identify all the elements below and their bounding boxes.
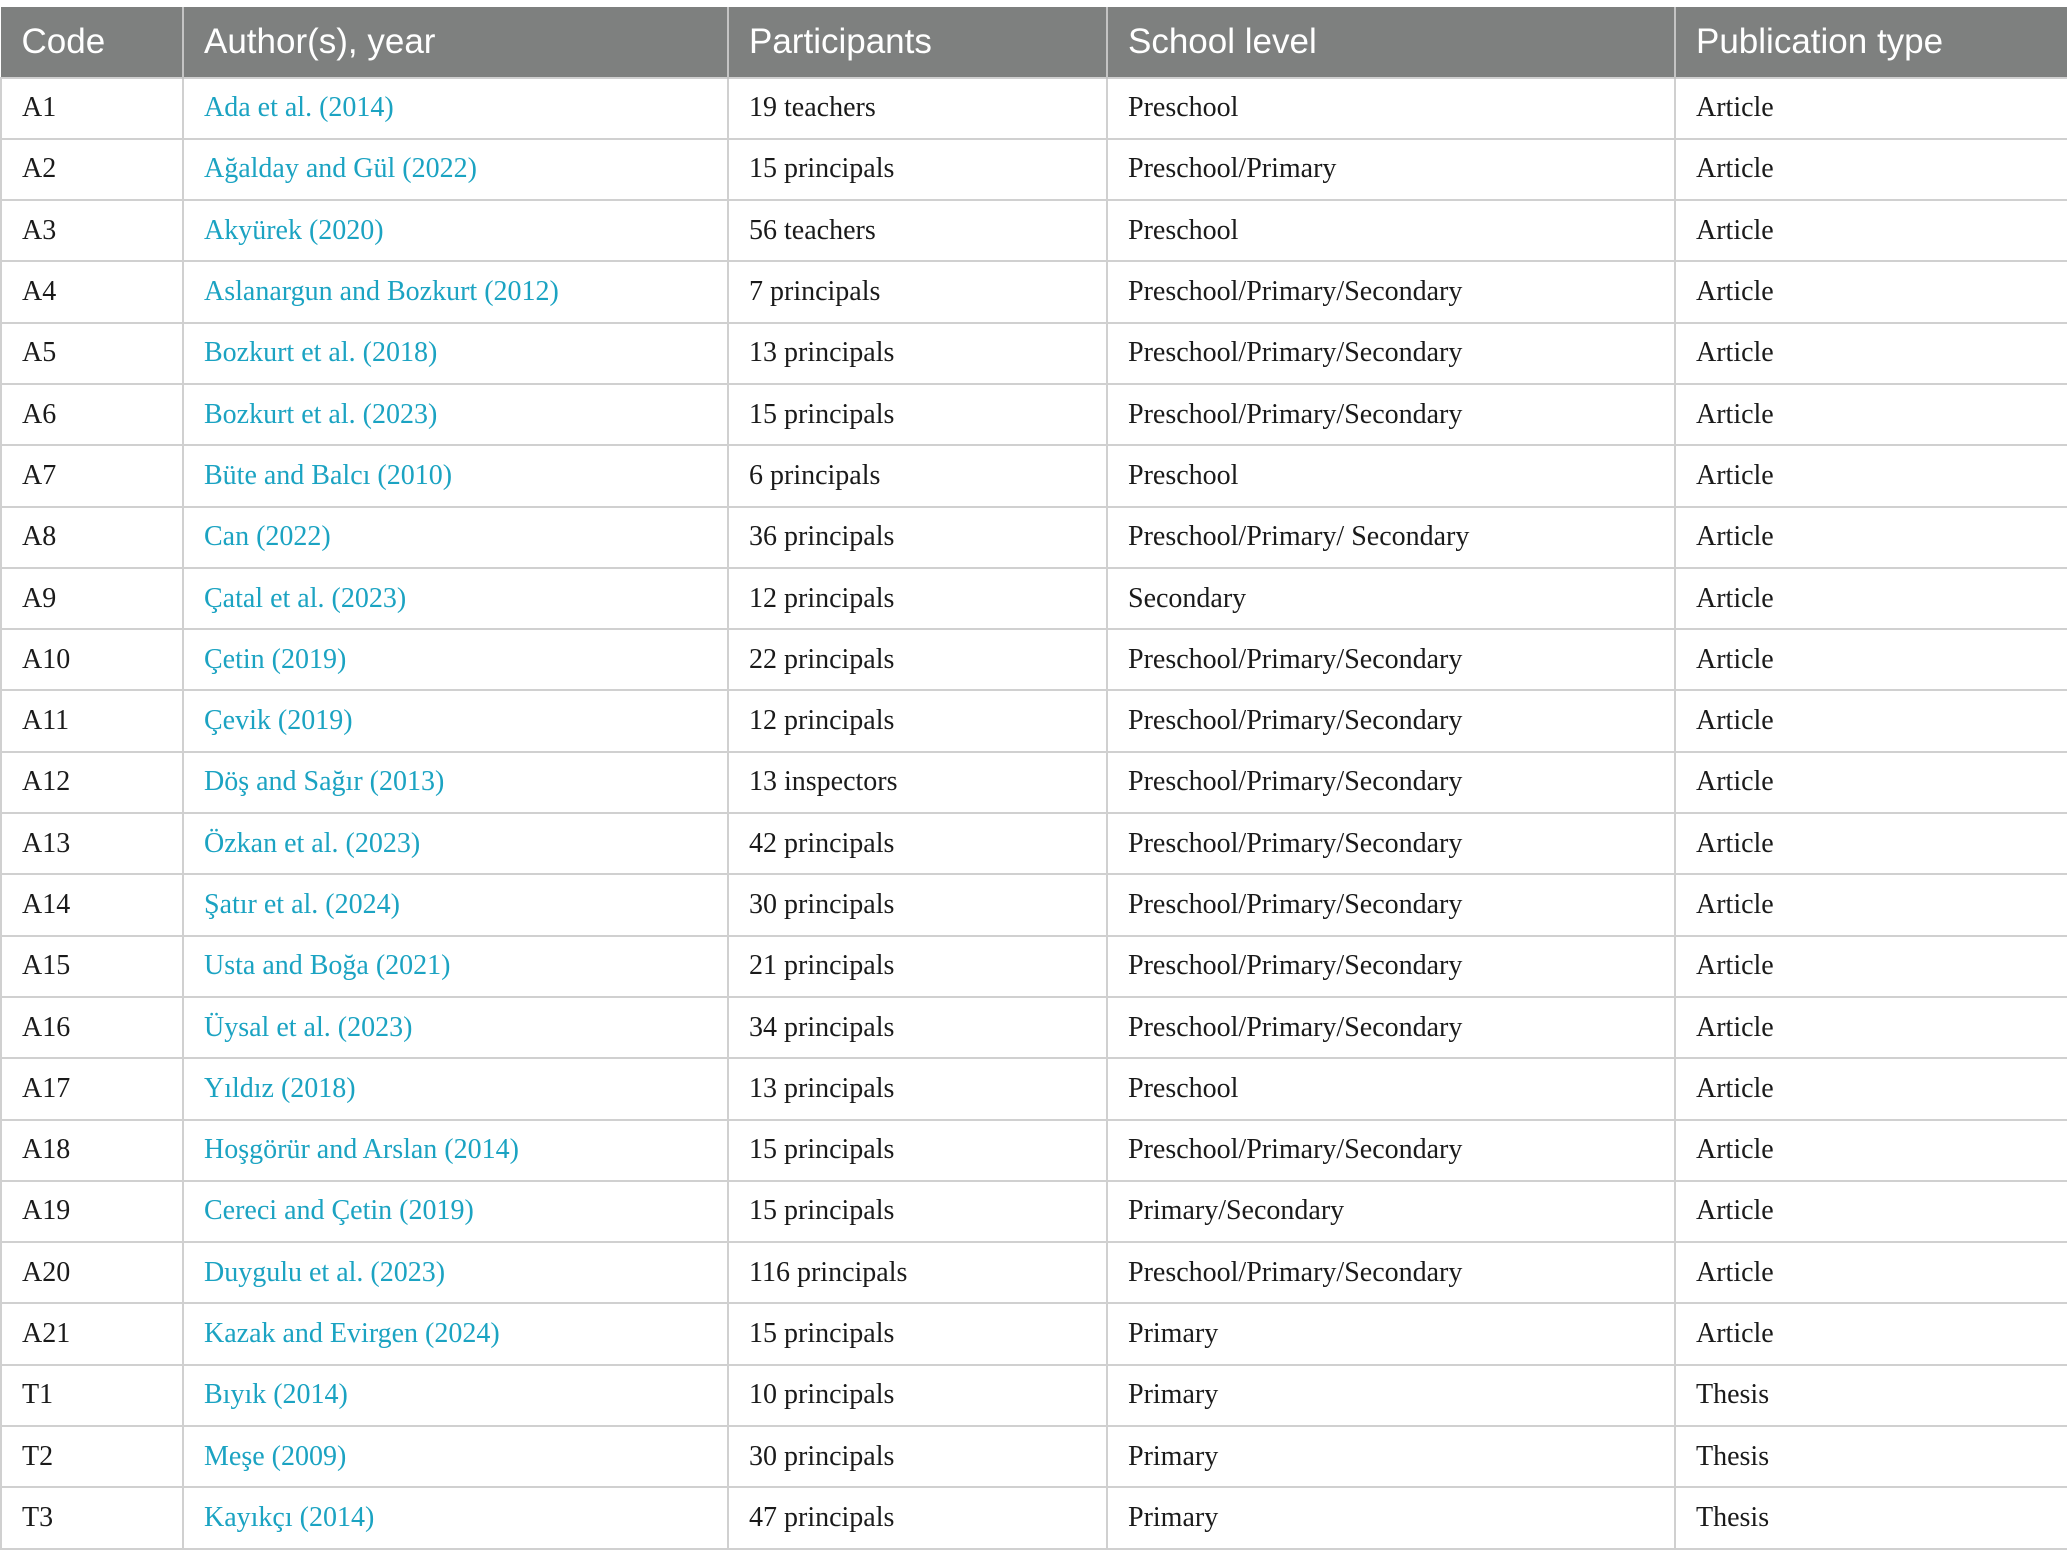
author-citation-link[interactable]: Kayıkçı (2014) bbox=[204, 1501, 375, 1533]
cell-code: A4 bbox=[1, 261, 183, 322]
table-row bbox=[1, 445, 2067, 506]
cell-publication-type: Article bbox=[1675, 261, 2067, 322]
cell-code: A7 bbox=[1, 445, 183, 506]
cell-school-level: Preschool bbox=[1107, 78, 1675, 139]
author-citation-link[interactable]: Çetin (2019) bbox=[204, 643, 347, 675]
cell-participants: 7 principals bbox=[728, 261, 1107, 322]
cell-author bbox=[183, 1426, 728, 1487]
author-citation-link[interactable]: Çatal et al. (2023) bbox=[204, 582, 407, 614]
cell-code: A21 bbox=[1, 1303, 183, 1364]
cell-participants: 13 principals bbox=[728, 1058, 1107, 1119]
author-citation-link[interactable]: Akyürek (2020) bbox=[204, 214, 384, 246]
cell-publication-type: Article bbox=[1675, 445, 2067, 506]
author-citation-link[interactable]: Üysal et al. (2023) bbox=[204, 1011, 413, 1043]
cell-code: A15 bbox=[1, 936, 183, 997]
cell-participants: 12 principals bbox=[728, 690, 1107, 751]
table-row bbox=[1, 78, 2067, 139]
cell-code: A17 bbox=[1, 1058, 183, 1119]
cell-author bbox=[183, 813, 728, 874]
cell-participants: 22 principals bbox=[728, 629, 1107, 690]
cell-publication-type: Article bbox=[1675, 1303, 2067, 1364]
cell-participants: 15 principals bbox=[728, 139, 1107, 200]
cell-code: A1 bbox=[1, 78, 183, 139]
table-row bbox=[1, 1365, 2067, 1426]
author-citation-link[interactable]: Şatır et al. (2024) bbox=[204, 889, 400, 920]
author-citation-link[interactable]: Usta and Boğa (2021) bbox=[204, 950, 451, 982]
cell-publication-type: Article bbox=[1675, 813, 2067, 874]
cell-author bbox=[183, 323, 728, 384]
cell-participants: 30 principals bbox=[728, 1426, 1107, 1487]
cell-publication-type: Article bbox=[1675, 200, 2067, 261]
table-row bbox=[1, 690, 2067, 751]
cell-author bbox=[183, 200, 728, 261]
cell-publication-type: Thesis bbox=[1675, 1426, 2067, 1487]
cell-author bbox=[183, 936, 728, 997]
cell-author bbox=[183, 507, 728, 568]
table-row bbox=[1, 1426, 2067, 1487]
table-row bbox=[1, 936, 2067, 997]
author-citation-link[interactable]: Bıyık (2014) bbox=[204, 1379, 348, 1411]
table-row bbox=[1, 997, 2067, 1058]
cell-participants: 12 principals bbox=[728, 568, 1107, 629]
cell-school-level: Preschool/Primary/Secondary bbox=[1107, 752, 1675, 813]
header-school-level: School level bbox=[1107, 8, 1675, 78]
cell-code: A11 bbox=[1, 690, 183, 751]
cell-author bbox=[183, 568, 728, 629]
header-participants: Participants bbox=[728, 8, 1107, 78]
cell-school-level: Preschool/Primary/Secondary bbox=[1107, 384, 1675, 445]
cell-publication-type: Article bbox=[1675, 78, 2067, 139]
cell-participants: 34 principals bbox=[728, 997, 1107, 1058]
cell-publication-type: Thesis bbox=[1675, 1487, 2067, 1548]
cell-participants: 19 teachers bbox=[728, 78, 1107, 139]
cell-school-level: Preschool/Primary/Secondary bbox=[1107, 1120, 1675, 1181]
cell-publication-type: Article bbox=[1675, 1242, 2067, 1303]
cell-code: A10 bbox=[1, 629, 183, 690]
cell-participants: 21 principals bbox=[728, 936, 1107, 997]
table-row bbox=[1, 1058, 2067, 1119]
cell-school-level: Preschool/Primary/Secondary bbox=[1107, 936, 1675, 997]
cell-code: T1 bbox=[1, 1365, 183, 1426]
cell-school-level: Preschool/Primary/ Secondary bbox=[1107, 507, 1675, 568]
studies-table bbox=[0, 7, 2067, 1550]
cell-participants: 42 principals bbox=[728, 813, 1107, 874]
cell-publication-type: Article bbox=[1675, 997, 2067, 1058]
author-citation-link[interactable]: Büte and Balcı (2010) bbox=[204, 459, 453, 491]
table-row bbox=[1, 507, 2067, 568]
cell-code: T3 bbox=[1, 1487, 183, 1548]
author-citation-link[interactable]: Aslanargun and Bozkurt (2012) bbox=[204, 276, 559, 308]
author-citation-link[interactable]: Bozkurt et al. (2023) bbox=[204, 398, 438, 430]
cell-code: A9 bbox=[1, 568, 183, 629]
cell-publication-type: Article bbox=[1675, 1058, 2067, 1119]
table-header-row bbox=[1, 8, 2067, 78]
cell-author bbox=[183, 384, 728, 445]
author-citation-link[interactable]: Özkan et al. (2023) bbox=[204, 827, 421, 859]
author-citation-link[interactable]: Yıldız (2018) bbox=[204, 1072, 356, 1104]
cell-publication-type: Article bbox=[1675, 139, 2067, 200]
author-citation-link[interactable]: Duygulu et al. (2023) bbox=[204, 1256, 446, 1288]
cell-participants: 56 teachers bbox=[728, 200, 1107, 261]
cell-school-level: Preschool bbox=[1107, 445, 1675, 506]
cell-author bbox=[183, 139, 728, 200]
author-citation-link[interactable]: Cereci and Çetin (2019) bbox=[204, 1195, 474, 1227]
cell-publication-type: Article bbox=[1675, 323, 2067, 384]
cell-code: A19 bbox=[1, 1181, 183, 1242]
header-publication-type: Publication type bbox=[1675, 8, 2067, 78]
author-citation-link[interactable]: Ağalday and Gül (2022) bbox=[204, 153, 477, 185]
cell-school-level: Preschool/Primary/Secondary bbox=[1107, 874, 1675, 935]
cell-participants: 36 principals bbox=[728, 507, 1107, 568]
cell-participants: 6 principals bbox=[728, 445, 1107, 506]
cell-publication-type: Article bbox=[1675, 936, 2067, 997]
cell-school-level: Primary/Secondary bbox=[1107, 1181, 1675, 1242]
cell-publication-type: Thesis bbox=[1675, 1365, 2067, 1426]
author-citation-link[interactable]: Meşe (2009) bbox=[204, 1440, 347, 1472]
table-row bbox=[1, 261, 2067, 322]
cell-participants: 10 principals bbox=[728, 1365, 1107, 1426]
author-citation-link[interactable]: Hoşgörür and Arslan (2014) bbox=[204, 1134, 519, 1166]
cell-participants: 15 principals bbox=[728, 1181, 1107, 1242]
table-row bbox=[1, 384, 2067, 445]
cell-code: A13 bbox=[1, 813, 183, 874]
cell-publication-type: Article bbox=[1675, 568, 2067, 629]
cell-author bbox=[183, 629, 728, 690]
cell-publication-type: Article bbox=[1675, 1120, 2067, 1181]
cell-code: A14 bbox=[1, 874, 183, 935]
cell-participants: 15 principals bbox=[728, 1303, 1107, 1364]
header-code: Code bbox=[1, 8, 183, 78]
author-citation-link[interactable]: Bozkurt et al. (2018) bbox=[204, 337, 438, 369]
cell-publication-type: Article bbox=[1675, 629, 2067, 690]
cell-participants: 13 principals bbox=[728, 323, 1107, 384]
cell-code: A6 bbox=[1, 384, 183, 445]
cell-participants: 13 inspectors bbox=[728, 752, 1107, 813]
cell-author bbox=[183, 1487, 728, 1548]
cell-participants: 47 principals bbox=[728, 1487, 1107, 1548]
header-author: Author(s), year bbox=[183, 8, 728, 78]
cell-participants: 30 principals bbox=[728, 874, 1107, 935]
cell-school-level: Preschool bbox=[1107, 200, 1675, 261]
studies-table-container bbox=[0, 7, 2067, 1550]
cell-code: T2 bbox=[1, 1426, 183, 1487]
cell-code: A16 bbox=[1, 997, 183, 1058]
cell-school-level: Primary bbox=[1107, 1487, 1675, 1548]
cell-participants: 15 principals bbox=[728, 1120, 1107, 1181]
cell-publication-type: Article bbox=[1675, 507, 2067, 568]
table-row bbox=[1, 874, 2067, 935]
author-citation-link[interactable]: Can (2022) bbox=[204, 521, 331, 553]
table-row bbox=[1, 1303, 2067, 1364]
table-row bbox=[1, 629, 2067, 690]
cell-school-level: Primary bbox=[1107, 1426, 1675, 1487]
cell-author bbox=[183, 78, 728, 139]
cell-participants: 15 principals bbox=[728, 384, 1107, 445]
table-body bbox=[1, 78, 2067, 1549]
cell-school-level: Preschool/Primary/Secondary bbox=[1107, 261, 1675, 322]
cell-school-level: Primary bbox=[1107, 1365, 1675, 1426]
cell-publication-type: Article bbox=[1675, 874, 2067, 935]
cell-school-level: Preschool/Primary/Secondary bbox=[1107, 323, 1675, 384]
cell-author bbox=[183, 1058, 728, 1119]
cell-code: A8 bbox=[1, 507, 183, 568]
author-citation-link[interactable]: Döş and Sağır (2013) bbox=[204, 766, 445, 798]
table-row bbox=[1, 323, 2067, 384]
cell-author bbox=[183, 261, 728, 322]
cell-code: A18 bbox=[1, 1120, 183, 1181]
cell-author bbox=[183, 997, 728, 1058]
cell-code: A5 bbox=[1, 323, 183, 384]
cell-publication-type: Article bbox=[1675, 752, 2067, 813]
cell-author bbox=[183, 690, 728, 751]
cell-author bbox=[183, 445, 728, 506]
cell-code: A12 bbox=[1, 752, 183, 813]
cell-school-level: Primary bbox=[1107, 1303, 1675, 1364]
cell-code: A20 bbox=[1, 1242, 183, 1303]
cell-author bbox=[183, 1365, 728, 1426]
cell-code: A3 bbox=[1, 200, 183, 261]
cell-school-level: Preschool bbox=[1107, 1058, 1675, 1119]
cell-code: A2 bbox=[1, 139, 183, 200]
cell-author bbox=[183, 1303, 728, 1364]
cell-school-level: Secondary bbox=[1107, 568, 1675, 629]
cell-school-level: Preschool/Primary bbox=[1107, 139, 1675, 200]
cell-school-level: Preschool/Primary/Secondary bbox=[1107, 690, 1675, 751]
table-row bbox=[1, 200, 2067, 261]
table-row bbox=[1, 752, 2067, 813]
table-row bbox=[1, 139, 2067, 200]
cell-publication-type: Article bbox=[1675, 690, 2067, 751]
table-row bbox=[1, 1120, 2067, 1181]
cell-school-level: Preschool/Primary/Secondary bbox=[1107, 1242, 1675, 1303]
table-row bbox=[1, 1242, 2067, 1303]
table-row bbox=[1, 813, 2067, 874]
cell-author bbox=[183, 1120, 728, 1181]
author-citation-link[interactable]: Ada et al. (2014) bbox=[204, 92, 394, 124]
table-row bbox=[1, 568, 2067, 629]
cell-author bbox=[183, 1181, 728, 1242]
cell-school-level: Preschool/Primary/Secondary bbox=[1107, 629, 1675, 690]
cell-author bbox=[183, 874, 728, 935]
cell-author bbox=[183, 752, 728, 813]
author-citation-link[interactable]: Çevik (2019) bbox=[204, 705, 353, 737]
table-row bbox=[1, 1181, 2067, 1242]
cell-author bbox=[183, 1242, 728, 1303]
table-row bbox=[1, 1487, 2067, 1548]
cell-school-level: Preschool/Primary/Secondary bbox=[1107, 997, 1675, 1058]
cell-publication-type: Article bbox=[1675, 384, 2067, 445]
cell-school-level: Preschool/Primary/Secondary bbox=[1107, 813, 1675, 874]
cell-participants: 116 principals bbox=[728, 1242, 1107, 1303]
cell-publication-type: Article bbox=[1675, 1181, 2067, 1242]
author-citation-link[interactable]: Kazak and Evirgen (2024) bbox=[204, 1318, 500, 1350]
